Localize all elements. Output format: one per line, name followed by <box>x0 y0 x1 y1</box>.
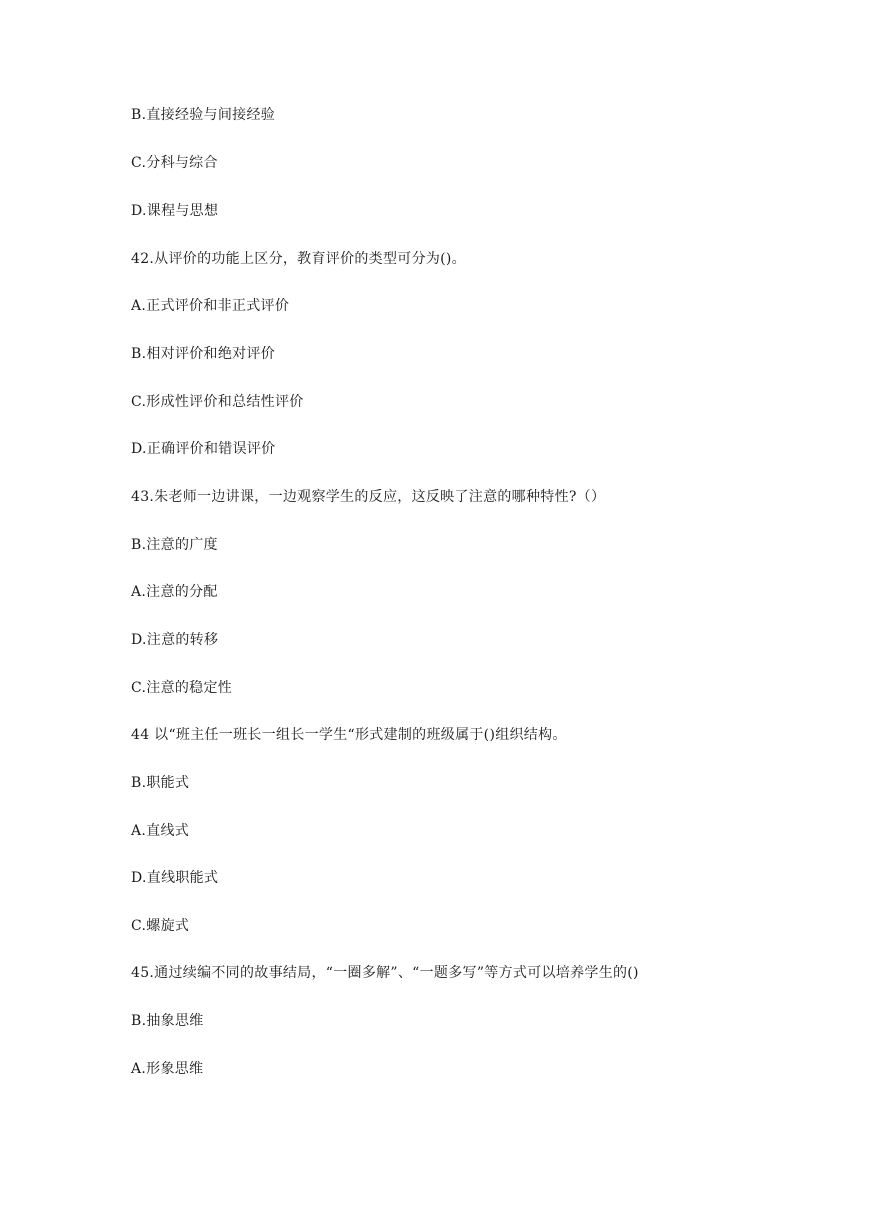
option-44-c: C.螺旋式 <box>131 918 190 934</box>
option-43-c: C.注意的稳定性 <box>131 680 233 696</box>
option-44-d: D.直线职能式 <box>131 870 219 886</box>
question-43: 43.朱老师一边讲课，一边观察学生的反应，这反映了注意的哪种特性?（） <box>131 489 606 505</box>
option-41-c: C.分科与综合 <box>131 155 218 171</box>
option-44-a: A.直线式 <box>131 823 190 839</box>
option-42-c: C.形成性评价和总结性评价 <box>131 394 304 410</box>
option-42-a: A.正式评价和非正式评价 <box>131 298 290 314</box>
option-41-d: D.课程与思想 <box>131 203 219 219</box>
option-43-a: A.注意的分配 <box>131 584 218 600</box>
option-44-b: B.职能式 <box>131 775 190 791</box>
option-42-b: B.相对评价和绝对评价 <box>131 346 276 362</box>
option-45-b: B.抽象思维 <box>131 1013 204 1029</box>
option-43-b: B.注意的广度 <box>131 537 218 553</box>
question-45: 45.通过续编不同的故事结局，“一圈多解”、“一题多写”等方式可以培养学生的() <box>131 965 639 981</box>
option-41-b: B.直接经验与间接经验 <box>131 107 276 123</box>
question-44: 44 以“班主任一班长一组长一学生“形式建制的班级属于()组织结构。 <box>131 727 567 743</box>
question-42: 42.从评价的功能上区分，教育评价的类型可分为()。 <box>131 251 466 267</box>
option-43-d: D.注意的转移 <box>131 632 219 648</box>
option-42-d: D.正确评价和错误评价 <box>131 441 276 457</box>
option-45-a: A.形象思维 <box>131 1061 204 1077</box>
